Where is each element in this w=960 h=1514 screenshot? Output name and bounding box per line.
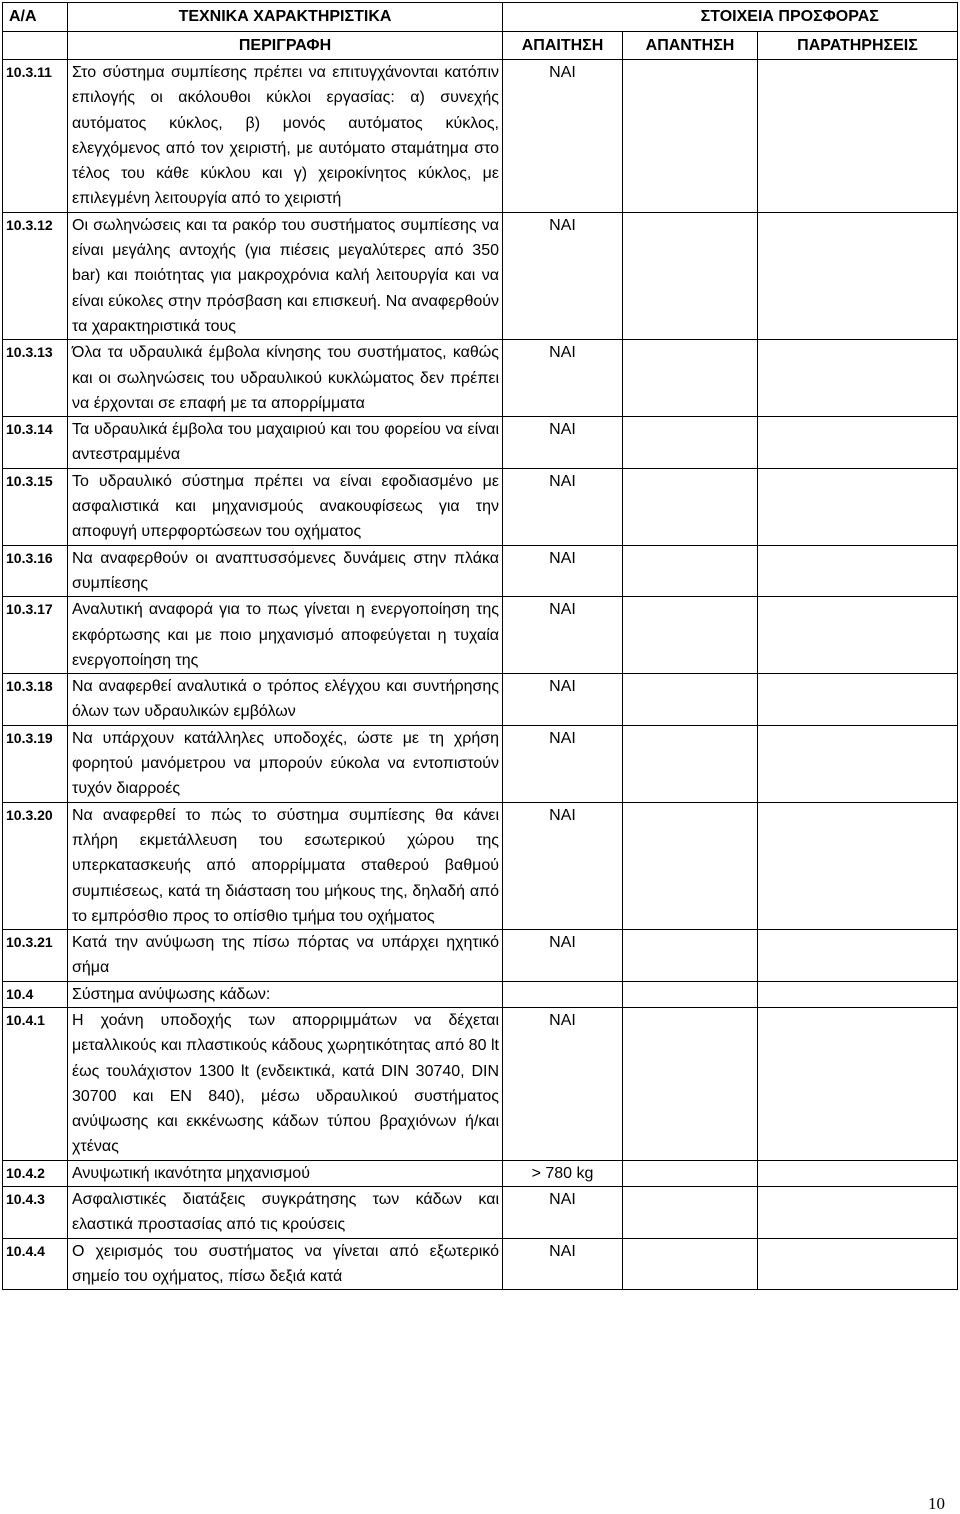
row-description: Αναλυτική αναφορά για το πως γίνεται η ενεργοποίηση της εκφόρτωσης και με ποιο μηχανισμό αποφεύγεται η τυχαία ενεργοποίηση της xyxy=(68,597,503,674)
header-row-sub xyxy=(3,32,958,60)
row-remarks xyxy=(758,725,958,802)
row-answer xyxy=(623,930,758,982)
page-number: 10 xyxy=(928,1494,945,1513)
row-requirement: ΝΑΙ xyxy=(503,930,623,982)
table-row xyxy=(3,212,958,339)
row-description: Οι σωληνώσεις και τα ρακόρ του συστήματος συμπίεσης να είναι μεγάλης αντοχής (για πιέσεις μεγαλύτερες από 350 bar) και ποιότητας για μακροχρόνια καλή λειτουργία και να είναι εύκολες στην πρόσβαση και επισκευή. Να αναφερθούν τα χαρακτηριστικά τους xyxy=(68,212,503,339)
table-row xyxy=(3,930,958,982)
row-requirement: ΝΑΙ xyxy=(503,545,623,597)
row-answer xyxy=(623,340,758,417)
row-requirement: ΝΑΙ xyxy=(503,597,623,674)
header-id: Α/Α xyxy=(3,3,68,32)
table-row xyxy=(3,725,958,802)
row-answer xyxy=(623,725,758,802)
row-requirement: ΝΑΙ xyxy=(503,674,623,726)
row-requirement: > 780 kg xyxy=(503,1160,623,1186)
row-id: 10.3.17 xyxy=(3,597,68,674)
header-offer: ΣΤΟΙΧΕΙΑ ΠΡΟΣΦΟΡΑΣ xyxy=(623,3,958,32)
header-id-sub xyxy=(3,32,68,60)
table-row xyxy=(3,981,958,1007)
row-id: 10.3.21 xyxy=(3,930,68,982)
row-id: 10.3.20 xyxy=(3,802,68,929)
row-requirement: ΝΑΙ xyxy=(503,1187,623,1239)
row-remarks xyxy=(758,60,958,213)
row-answer xyxy=(623,1238,758,1290)
row-remarks xyxy=(758,674,958,726)
row-answer xyxy=(623,468,758,545)
row-description: Κατά την ανύψωση της πίσω πόρτας να υπάρχει ηχητικό σήμα xyxy=(68,930,503,982)
row-description: Στο σύστημα συμπίεσης πρέπει να επιτυγχάνονται κατόπιν επιλογής οι ακόλουθοι κύκλοι εργασίας: α) συνεχής αυτόματος κύκλος, β) μονός αυτόματος κύκλος, ελεγχόμενος από τον χειριστή, με αυτόματο σταμάτημα στο τέλος του κάθε κύκλου και γ) χειροκίνητος κύκλος, με επιλεγμένη λειτουργία από το χειριστή xyxy=(68,60,503,213)
row-remarks xyxy=(758,802,958,929)
table-row xyxy=(3,340,958,417)
row-requirement: ΝΑΙ xyxy=(503,340,623,417)
row-answer xyxy=(623,802,758,929)
row-description: Ο χειρισμός του συστήματος να γίνεται από εξωτερικό σημείο του οχήματος, πίσω δεξιά κατά xyxy=(68,1238,503,1290)
row-description: Η χοάνη υποδοχής των απορριμμάτων να δέχεται μεταλλικούς και πλαστικούς κάδους χωρητικότητας από 80 lt έως τουλάχιστον 1300 lt (ενδεικτικά, κατά DIN 30740, DIN 30700 και EN 840), μέσω υδραυλικού συστήματος ανύψωσης και εκκένωσης κάδων τύπου βραχιόνων ή/και χτένας xyxy=(68,1007,503,1160)
row-requirement xyxy=(503,981,623,1007)
row-remarks xyxy=(758,1007,958,1160)
header-requirement: ΑΠΑΙΤΗΣΗ xyxy=(503,32,623,60)
table-row xyxy=(3,674,958,726)
row-requirement: ΝΑΙ xyxy=(503,417,623,469)
row-answer xyxy=(623,212,758,339)
row-requirement: ΝΑΙ xyxy=(503,60,623,213)
row-answer xyxy=(623,1187,758,1239)
header-remarks: ΠΑΡΑΤΗΡΗΣΕΙΣ xyxy=(758,32,958,60)
row-remarks xyxy=(758,1187,958,1239)
row-requirement: ΝΑΙ xyxy=(503,212,623,339)
row-id: 10.4 xyxy=(3,981,68,1007)
table-body xyxy=(3,60,958,1290)
row-answer xyxy=(623,674,758,726)
table-row xyxy=(3,545,958,597)
row-remarks xyxy=(758,545,958,597)
row-id: 10.4.2 xyxy=(3,1160,68,1186)
row-description: Να αναφερθεί το πώς το σύστημα συμπίεσης θα κάνει πλήρη εκμετάλλευση του εσωτερικού χώρου της υπερκατασκευής από απορρίμματα σταθερού βαθμού συμπιέσεως, κατά τη διάσταση του μήκους της, δηλαδή από το εμπρόσθιο προς το οπίσθιο τμήμα του οχήματος xyxy=(68,802,503,929)
row-answer xyxy=(623,417,758,469)
table-row xyxy=(3,417,958,469)
row-id: 10.3.15 xyxy=(3,468,68,545)
row-description: Το υδραυλικό σύστημα πρέπει να είναι εφοδιασμένο με ασφαλιστικά και μηχανισμούς ανακουφίσεως για την αποφυγή υπερφορτώσεων του οχήματος xyxy=(68,468,503,545)
row-description: Να αναφερθεί αναλυτικά ο τρόπος ελέγχου και συντήρησης όλων των υδραυλικών εμβόλων xyxy=(68,674,503,726)
specifications-table xyxy=(2,2,958,1290)
table-row xyxy=(3,1160,958,1186)
row-answer xyxy=(623,1007,758,1160)
row-answer xyxy=(623,1160,758,1186)
table-row xyxy=(3,597,958,674)
row-remarks xyxy=(758,1160,958,1186)
row-description: Ανυψωτική ικανότητα μηχανισμού xyxy=(68,1160,503,1186)
row-requirement: ΝΑΙ xyxy=(503,468,623,545)
row-requirement: ΝΑΙ xyxy=(503,802,623,929)
header-answer: ΑΠΑΝΤΗΣΗ xyxy=(623,32,758,60)
row-remarks xyxy=(758,981,958,1007)
row-answer xyxy=(623,60,758,213)
row-description: Τα υδραυλικά έμβολα του μαχαιριού και του φορείου να είναι αντεστραμμένα xyxy=(68,417,503,469)
row-requirement: ΝΑΙ xyxy=(503,1007,623,1160)
row-remarks xyxy=(758,597,958,674)
table-row xyxy=(3,468,958,545)
header-row-main xyxy=(3,3,958,32)
table-row xyxy=(3,802,958,929)
table-row xyxy=(3,60,958,213)
row-description: Να αναφερθούν οι αναπτυσσόμενες δυνάμεις στην πλάκα συμπίεσης xyxy=(68,545,503,597)
row-id: 10.3.11 xyxy=(3,60,68,213)
row-description: Σύστημα ανύψωσης κάδων: xyxy=(68,981,503,1007)
header-spacer xyxy=(503,3,623,32)
row-remarks xyxy=(758,417,958,469)
row-remarks xyxy=(758,340,958,417)
row-remarks xyxy=(758,1238,958,1290)
row-id: 10.3.19 xyxy=(3,725,68,802)
row-id: 10.4.3 xyxy=(3,1187,68,1239)
row-id: 10.4.4 xyxy=(3,1238,68,1290)
row-requirement: ΝΑΙ xyxy=(503,1238,623,1290)
row-id: 10.4.1 xyxy=(3,1007,68,1160)
header-description: ΠΕΡΙΓΡΑΦΗ xyxy=(68,32,503,60)
row-requirement: ΝΑΙ xyxy=(503,725,623,802)
row-id: 10.3.12 xyxy=(3,212,68,339)
row-answer xyxy=(623,597,758,674)
row-description: Ασφαλιστικές διατάξεις συγκράτησης των κάδων και ελαστικά προστασίας από τις κρούσεις xyxy=(68,1187,503,1239)
row-answer xyxy=(623,981,758,1007)
table-row xyxy=(3,1238,958,1290)
row-remarks xyxy=(758,212,958,339)
row-id: 10.3.14 xyxy=(3,417,68,469)
header-specs: ΤΕΧΝΙΚΑ ΧΑΡΑΚΤΗΡΙΣΤΙΚΑ xyxy=(68,3,503,32)
row-remarks xyxy=(758,468,958,545)
table-row xyxy=(3,1007,958,1160)
row-description: Όλα τα υδραυλικά έμβολα κίνησης του συστήματος, καθώς και οι σωληνώσεις του υδραυλικού κυκλώματος δεν πρέπει να έρχονται σε επαφή με τα απορρίμματα xyxy=(68,340,503,417)
row-id: 10.3.16 xyxy=(3,545,68,597)
row-description: Να υπάρχουν κατάλληλες υποδοχές, ώστε με τη χρήση φορητού μανόμετρου να μπορούν εύκολα να εντοπιστούν τυχόν διαρροές xyxy=(68,725,503,802)
row-id: 10.3.18 xyxy=(3,674,68,726)
row-remarks xyxy=(758,930,958,982)
table-row xyxy=(3,1187,958,1239)
row-id: 10.3.13 xyxy=(3,340,68,417)
row-answer xyxy=(623,545,758,597)
